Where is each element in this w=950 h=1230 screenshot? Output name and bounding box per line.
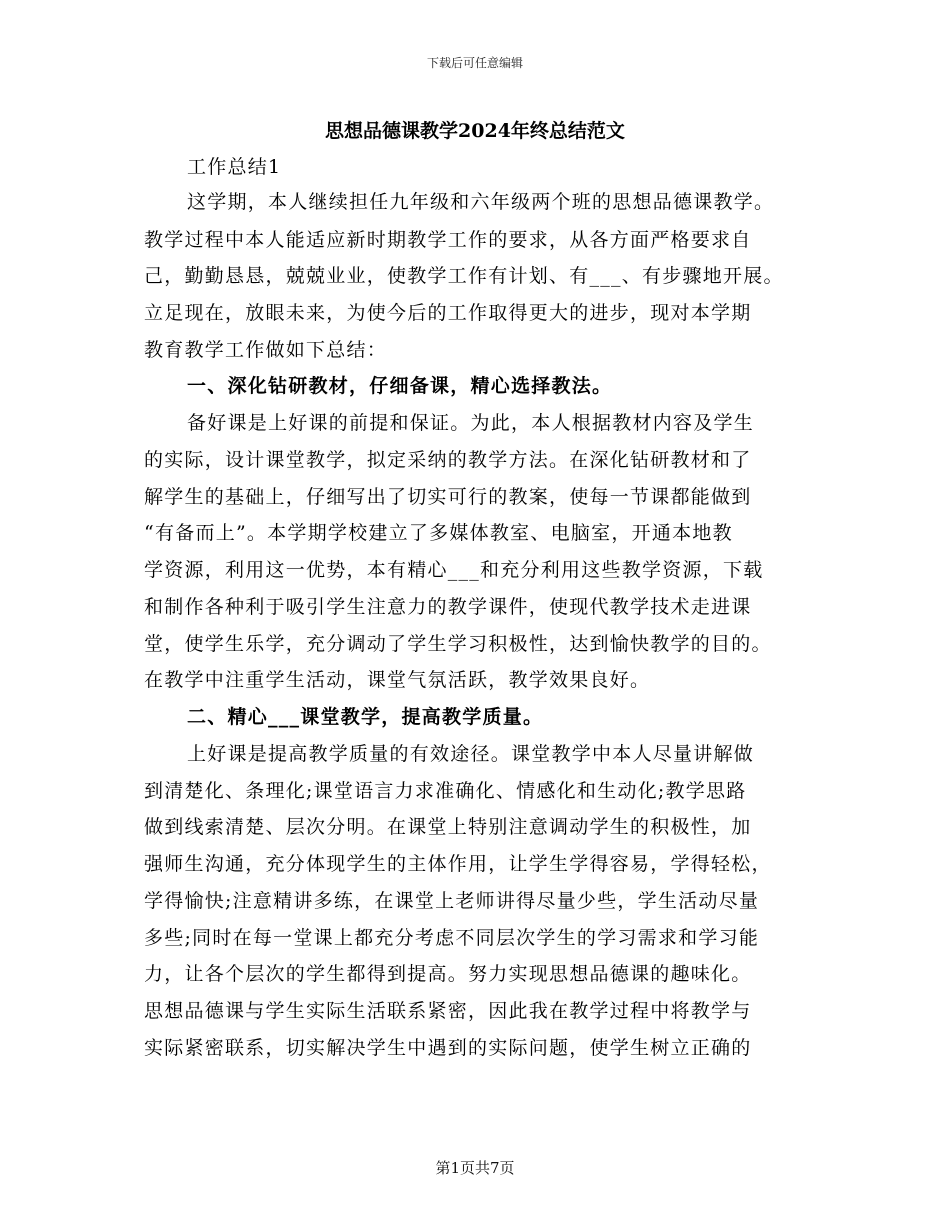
paragraph-line: 解学生的基础上，仔细写出了切实可行的教案，使每一节课都能做到 — [144, 486, 752, 508]
subheading-work-summary: 工作总结1 — [187, 156, 282, 178]
paragraph-line: 的实际，设计课堂教学，拟定采纳的教学方法。在深化钻研教材和了 — [144, 449, 752, 471]
paragraph-line: 这学期，本人继续担任九年级和六年级两个班的思想品德课教学。 — [187, 191, 775, 213]
paragraph-line: 和制作各种利于吸引学生注意力的教学课件，使现代教学技术走进课 — [144, 596, 752, 618]
document-title: 思想品德课教学2024年终总结范文 — [325, 120, 625, 142]
paragraph-line: 学得愉快;注意精讲多练，在课堂上老师讲得尽量少些，学生活动尽量 — [144, 890, 760, 912]
paragraph-line: 教育教学工作做如下总结： — [144, 339, 388, 361]
paragraph-line: 堂，使学生乐学，充分调动了学生学习积极性，达到愉快教学的目的。 — [144, 633, 772, 655]
paragraph-line: 己，勤勤恳恳，兢兢业业，使教学工作有计划、有___、有步骤地开展。 — [144, 265, 784, 287]
page-footer: 第1页共7页 — [435, 1159, 515, 1177]
paragraph-line: 上好课是提高教学质量的有效途径。课堂教学中本人尽量讲解做 — [187, 743, 755, 765]
paragraph-line: 在教学中注重学生活动，课堂气氛活跃，教学效果良好。 — [144, 669, 651, 691]
paragraph-line: 实际紧密联系，切实解决学生中遇到的实际问题，使学生树立正确的 — [144, 1037, 752, 1059]
header-note: 下载后可任意编辑 — [426, 56, 523, 70]
paragraph-line: 思想品德课与学生实际生活联系紧密，因此我在教学过程中将教学与 — [144, 1000, 752, 1022]
paragraph-line: “有备而上”。本学期学校建立了多媒体教室、电脑室，开通本地教 — [144, 522, 733, 544]
paragraph-line: 立足现在，放眼未来，为使今后的工作取得更大的进步，现对本学期 — [144, 302, 752, 324]
section-heading-1: 一、深化钻研教材，仔细备课，精心选择教法。 — [187, 375, 613, 397]
paragraph-line: 到清楚化、条理化;课堂语言力求准确化、情感化和生动化;教学思路 — [144, 780, 747, 802]
paragraph-line: 力，让各个层次的学生都得到提高。努力实现思想品德课的趣味化。 — [144, 963, 752, 985]
paragraph-line: 强师生沟通，充分体现学生的主体作用，让学生学得容易，学得轻松， — [144, 853, 772, 875]
paragraph-line: 教学过程中本人能适应新时期教学工作的要求，从各方面严格要求自 — [144, 229, 752, 251]
paragraph-line: 多些;同时在每一堂课上都充分考虑不同层次学生的学习需求和学习能 — [144, 927, 760, 949]
paragraph-line: 做到线索清楚、层次分明。在课堂上特别注意调动学生的积极性，加 — [144, 816, 752, 838]
paragraph-line: 备好课是上好课的前提和保证。为此，本人根据教材内容及学生 — [187, 412, 755, 434]
section-heading-2: 二、精心___课堂教学，提高教学质量。 — [187, 706, 544, 728]
paragraph-line: 学资源，利用这一优势，本有精心___和充分利用这些教学资源，下载 — [144, 559, 764, 581]
